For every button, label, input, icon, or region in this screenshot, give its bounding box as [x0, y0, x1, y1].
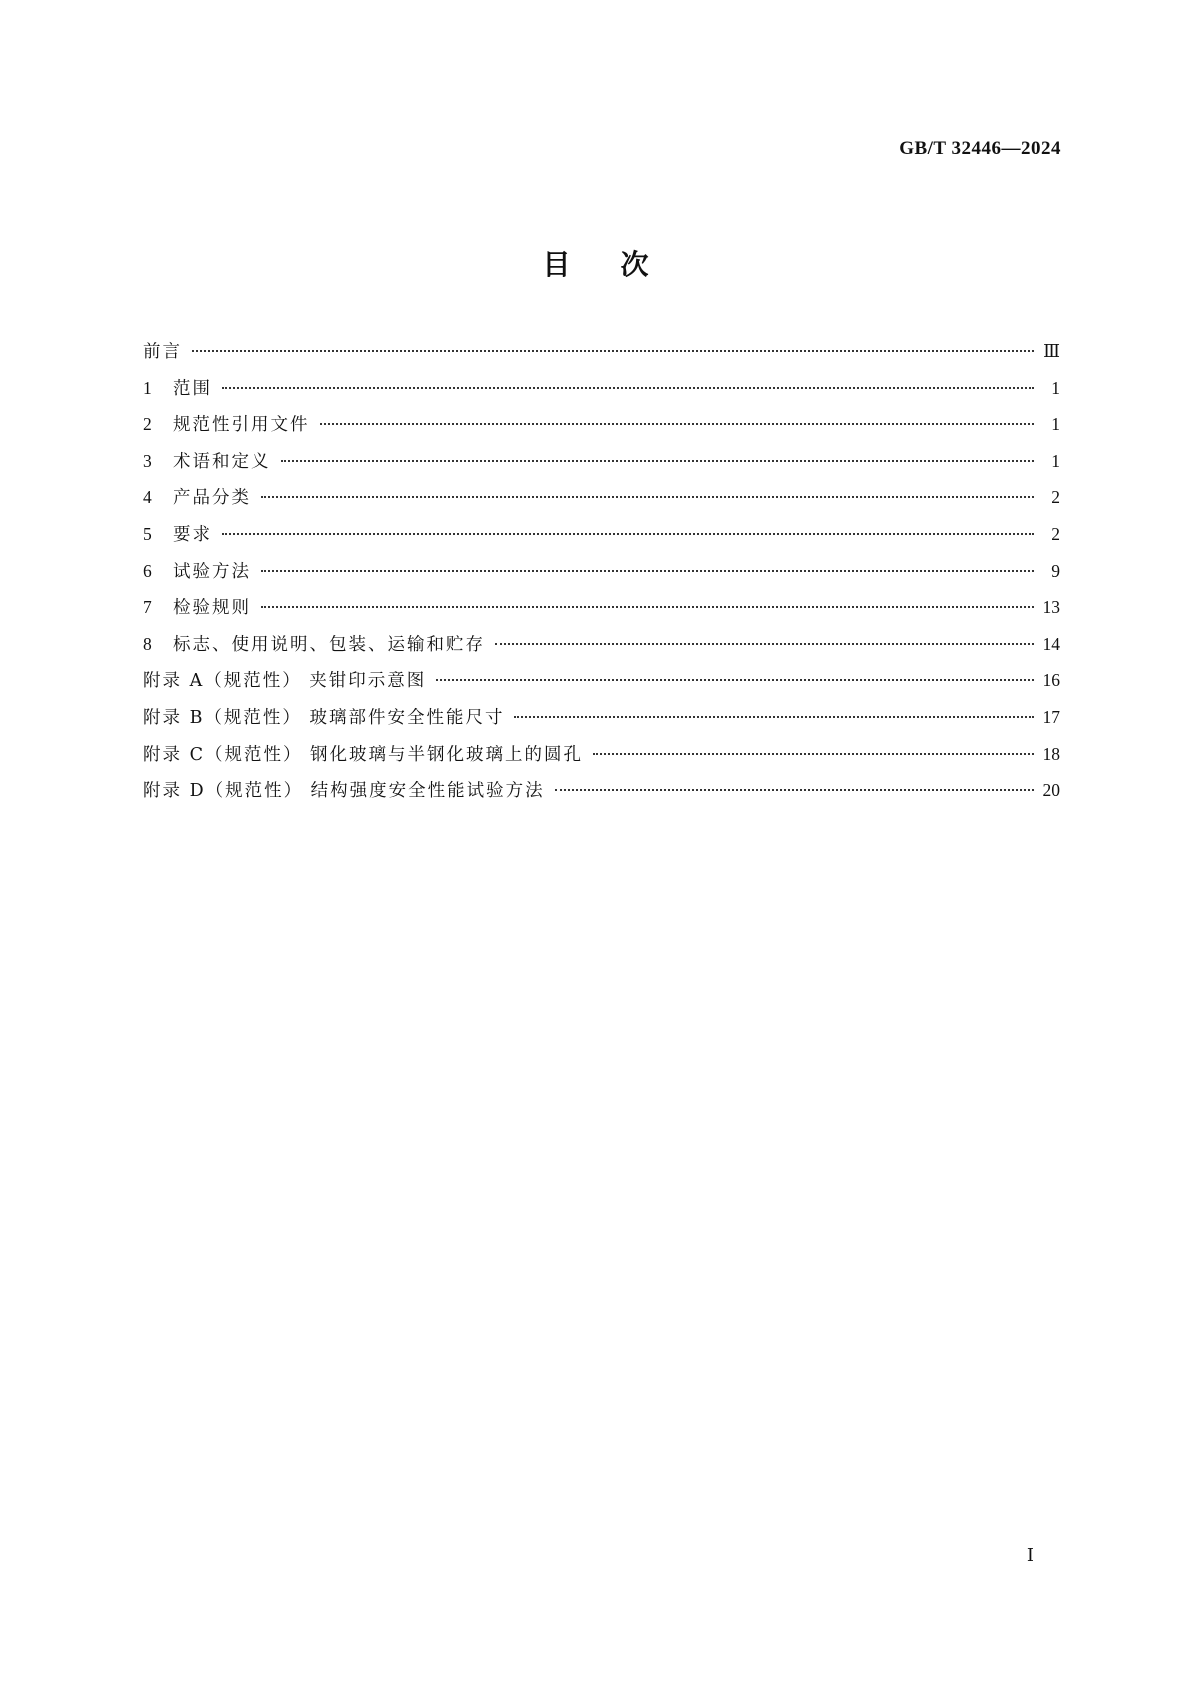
- table-of-contents: [143, 338, 1060, 814]
- toc-dot-leader: [555, 789, 1034, 791]
- toc-entry-page: 1: [1051, 377, 1060, 398]
- toc-entry-4[interactable]: [143, 484, 1060, 521]
- toc-entry-number: 4: [143, 487, 152, 508]
- toc-entry-appendix-a[interactable]: [143, 667, 1060, 704]
- toc-entry-page: 20: [1042, 780, 1060, 801]
- toc-dot-leader: [261, 570, 1034, 572]
- toc-entry-page: 1: [1051, 450, 1060, 471]
- toc-entry-5[interactable]: [143, 521, 1060, 558]
- toc-entry-page: 2: [1051, 523, 1060, 544]
- toc-entry-label: 产品分类: [173, 488, 251, 509]
- toc-entry-number: 7: [143, 597, 152, 618]
- page-title: 目次: [542, 248, 699, 281]
- toc-entry-3[interactable]: [143, 448, 1060, 485]
- toc-dot-leader: [514, 716, 1034, 718]
- toc-dot-leader: [192, 350, 1034, 352]
- toc-entry-label: 规范性引用文件: [173, 415, 310, 436]
- toc-dot-leader: [281, 460, 1035, 462]
- toc-entry-number: 6: [143, 560, 152, 581]
- toc-entry-label: 范围: [173, 378, 212, 399]
- toc-entry-page: 17: [1042, 706, 1060, 727]
- toc-dot-leader: [261, 606, 1034, 608]
- toc-dot-leader: [495, 643, 1034, 645]
- toc-entry-number: 2: [143, 414, 152, 435]
- toc-entry-number: 1: [143, 377, 152, 398]
- toc-entry-page: 1: [1051, 414, 1060, 435]
- toc-dot-leader: [593, 753, 1034, 755]
- toc-dot-leader: [436, 679, 1034, 681]
- toc-dot-leader: [222, 387, 1034, 389]
- toc-entry-page: 18: [1042, 743, 1060, 764]
- toc-entry-label: 附录 D（规范性） 结构强度安全性能试验方法: [143, 781, 545, 802]
- toc-entry-6[interactable]: [143, 558, 1060, 595]
- toc-dot-leader: [320, 423, 1035, 425]
- toc-entry-foreword[interactable]: [143, 338, 1060, 375]
- toc-entry-page: 16: [1042, 670, 1060, 691]
- document-code: GB/T 32446—2024: [899, 138, 1061, 159]
- toc-dot-leader: [222, 533, 1034, 535]
- toc-entry-appendix-c[interactable]: [143, 741, 1060, 778]
- toc-entry-appendix-b[interactable]: [143, 704, 1060, 741]
- toc-entry-1[interactable]: [143, 375, 1060, 412]
- toc-entry-2[interactable]: [143, 411, 1060, 448]
- toc-entry-label: 标志、使用说明、包装、运输和贮存: [173, 634, 485, 655]
- toc-dot-leader: [261, 496, 1034, 498]
- toc-entry-label: 试验方法: [173, 561, 251, 582]
- toc-entry-8[interactable]: [143, 631, 1060, 668]
- toc-entry-label: 术语和定义: [173, 451, 271, 472]
- toc-entry-label: 附录 A（规范性） 夹钳印示意图: [143, 671, 427, 692]
- toc-entry-label: 附录 C（规范性） 钢化玻璃与半钢化玻璃上的圆孔: [143, 744, 584, 765]
- toc-entry-page: 2: [1051, 487, 1060, 508]
- toc-entry-number: 8: [143, 633, 152, 654]
- toc-entry-7[interactable]: [143, 594, 1060, 631]
- toc-entry-number: 5: [143, 523, 152, 544]
- toc-entry-appendix-d[interactable]: [143, 777, 1060, 814]
- toc-entry-label: 附录 B（规范性） 玻璃部件安全性能尺寸: [143, 707, 505, 728]
- toc-entry-page: 9: [1051, 560, 1060, 581]
- toc-entry-page: 14: [1042, 633, 1060, 654]
- toc-entry-number: 3: [143, 450, 152, 471]
- toc-entry-page: Ⅲ: [1043, 341, 1060, 361]
- toc-entry-label: 要求: [173, 524, 212, 545]
- toc-entry-page: 13: [1042, 597, 1060, 618]
- toc-entry-label: 前言: [143, 342, 182, 362]
- page-number: Ⅰ: [1026, 1545, 1034, 1565]
- toc-entry-label: 检验规则: [173, 598, 251, 619]
